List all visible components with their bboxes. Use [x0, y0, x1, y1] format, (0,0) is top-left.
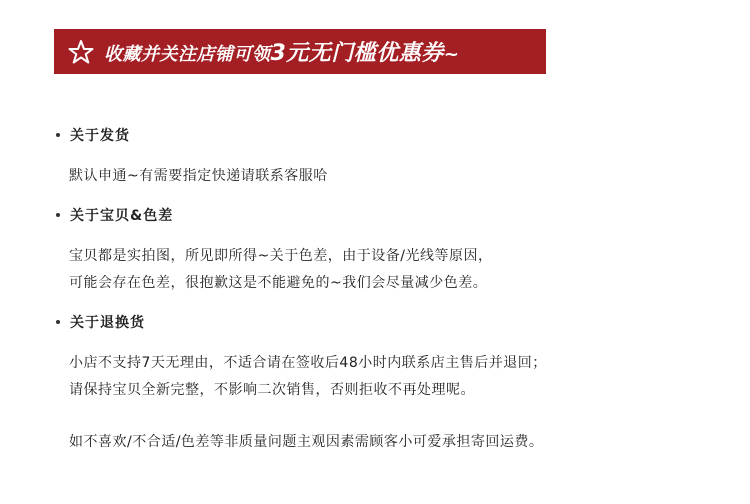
favorite-shop-banner[interactable]: [54, 29, 546, 74]
product-color-text-line: 宝贝都是实拍图，所见即所得~关于色差，由于设备/光线等原因，: [69, 248, 493, 264]
product-color-text-line: 可能会存在色差，很抱歉这是不能避免的~我们会尽量减少色差。: [69, 275, 488, 291]
section-heading-product-color: [54, 205, 173, 225]
bullet-dot: [56, 213, 60, 217]
bullet-dot: [56, 320, 60, 324]
section-heading-text: 关于退换货: [70, 315, 145, 331]
banner-text: [104, 36, 459, 67]
star-outline-icon: [68, 39, 94, 65]
returns-text-line: 请保持宝贝全新完整，不影响二次销售，否则拒收不再处理呢。: [69, 382, 475, 398]
section-heading-text: 关于发货: [70, 128, 130, 144]
shipping-text-line: 默认申通~有需要指定快递请联系客服哈: [69, 168, 328, 184]
section-heading-text: 关于宝贝&色差: [70, 208, 174, 224]
banner-coupon-highlight: 3元无门槛优惠券: [270, 41, 444, 66]
banner-text-suffix: ~: [443, 44, 460, 65]
banner-text-prefix: 收藏并关注店铺可领: [104, 44, 271, 65]
returns-text-line: 如不喜欢/不合适/色差等非质量问题主观因素需顾客小可爱承担寄回运费。: [69, 434, 544, 450]
returns-text-line: 小店不支持7天无理由，不适合请在签收后48小时内联系店主售后并退回；: [69, 355, 547, 371]
section-heading-shipping: [54, 125, 130, 145]
bullet-dot: [56, 133, 60, 137]
section-heading-returns: [54, 312, 145, 332]
